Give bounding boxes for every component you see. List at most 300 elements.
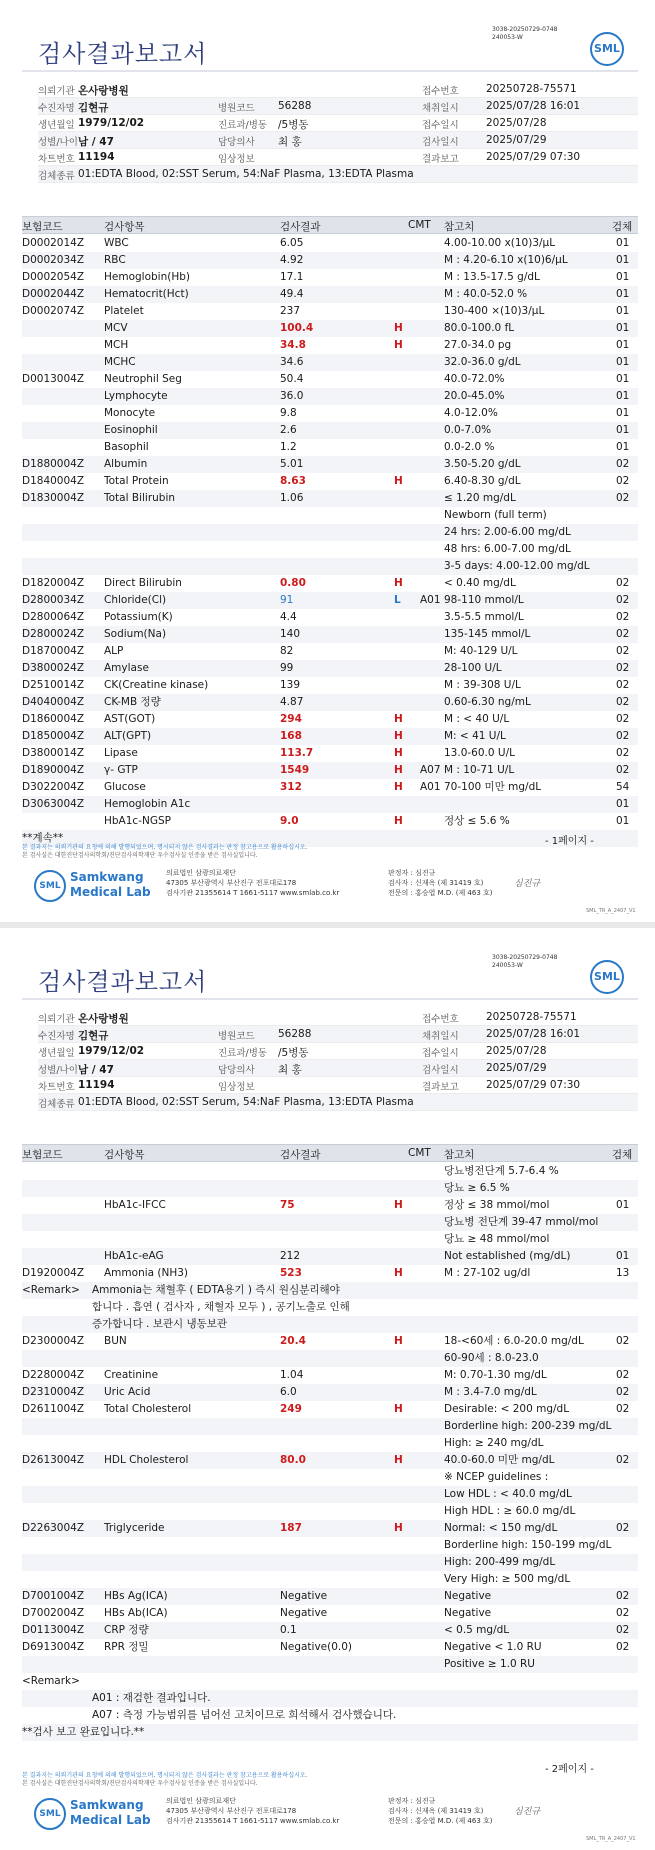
row-reference: M : 13.5-17.5 g/dL bbox=[444, 271, 540, 283]
row-result: 1.06 bbox=[280, 492, 304, 504]
table-row bbox=[22, 660, 638, 677]
row-code: D0002044Z bbox=[22, 288, 85, 300]
footer-tester: 검사자 : 신재옥 (제 31419 호) bbox=[388, 879, 484, 887]
collect-label: 채취일시 bbox=[422, 103, 459, 114]
table-row bbox=[22, 252, 638, 269]
row-test-name: HBs Ag(ICA) bbox=[104, 1590, 168, 1602]
row-reference: 3-5 days: 4.00-12.00 mg/dL bbox=[444, 560, 590, 572]
sml-logo-icon: SML bbox=[34, 870, 66, 902]
row-code: **검사 보고 완료입니다.** bbox=[22, 1726, 145, 1738]
col-name: 검사항목 bbox=[104, 1149, 145, 1161]
doctor-label: 담당의사 bbox=[218, 137, 255, 148]
row-result: 1.04 bbox=[280, 1369, 304, 1381]
results-table-body bbox=[22, 1163, 638, 1741]
row-code: D2510014Z bbox=[22, 679, 85, 691]
row-result: 249 bbox=[280, 1403, 302, 1415]
row-specimen: 02 bbox=[616, 611, 630, 623]
row-specimen: 02 bbox=[616, 475, 630, 487]
row-test-name: A01 : 재검한 결과입니다. bbox=[92, 1692, 211, 1704]
row-result: 187 bbox=[280, 1522, 302, 1534]
row-reference: 60-90세 : 8.0-23.0 bbox=[444, 1352, 539, 1364]
row-reference: 4.00-10.00 x(10)3/μL bbox=[444, 237, 556, 249]
row-reference: Negative < 1.0 RU bbox=[444, 1641, 542, 1653]
report-label: 결과보고 bbox=[422, 1082, 459, 1093]
page-number: - 1페이지 - bbox=[545, 836, 594, 847]
row-reference: 70-100 미만 mg/dL bbox=[444, 781, 542, 793]
row-test-name: WBC bbox=[104, 237, 129, 249]
row-reference: High: 200-499 mg/dL bbox=[444, 1556, 556, 1568]
table-row bbox=[22, 422, 638, 439]
row-code: D3063004Z bbox=[22, 798, 85, 810]
report-value: 2025/07/29 07:30 bbox=[486, 1079, 581, 1091]
row-code: D1830004Z bbox=[22, 492, 85, 504]
lab-name bbox=[70, 1798, 151, 1828]
row-test-name: A07 : 측정 가능범위를 넘어선 고치이므로 희석해서 검사했습니다. bbox=[92, 1709, 397, 1721]
row-test-name: Potassium(K) bbox=[104, 611, 173, 623]
row-specimen: 02 bbox=[616, 1403, 630, 1415]
col-code: 보험코드 bbox=[22, 1149, 63, 1161]
row-reference: 4.0-12.0% bbox=[444, 407, 498, 419]
table-row bbox=[22, 1469, 638, 1486]
row-result: 294 bbox=[280, 713, 302, 725]
table-row bbox=[22, 1452, 638, 1469]
row-result: 80.0 bbox=[280, 1454, 306, 1466]
specimen-value: 01:EDTA Blood, 02:SST Serum, 54:NaF Plasma, 13:EDTA Plasma bbox=[78, 1096, 414, 1108]
footer-address-line: 47305 부산광역시 부산진구 전포대로178 bbox=[166, 1807, 297, 1815]
table-row bbox=[22, 507, 638, 524]
row-result: 4.87 bbox=[280, 696, 304, 708]
divider bbox=[22, 70, 638, 72]
row-reference: 당뇨 ≥ 6.5 % bbox=[444, 1182, 510, 1194]
col-ref: 참고치 bbox=[444, 1149, 475, 1161]
row-specimen: 02 bbox=[616, 1590, 630, 1602]
row-specimen: 02 bbox=[616, 1335, 630, 1347]
docno-line-1: 3038-20250729-0748 bbox=[492, 26, 558, 33]
row-code: D7002004Z bbox=[22, 1607, 85, 1619]
table-row bbox=[22, 558, 638, 575]
row-reference: 130-400 ×(10)3/μL bbox=[444, 305, 545, 317]
row-reference: ≤ 1.20 mg/dL bbox=[444, 492, 516, 504]
row-code: D2310004Z bbox=[22, 1386, 85, 1398]
row-result: 34.8 bbox=[280, 339, 306, 351]
row-reference: 정상 ≤ 38 mmol/mol bbox=[444, 1199, 550, 1211]
row-specimen: 01 bbox=[616, 441, 630, 453]
row-reference: 당뇨병 전단계 39-47 mmol/mol bbox=[444, 1216, 599, 1228]
row-reference: 3.50-5.20 g/dL bbox=[444, 458, 521, 470]
row-code: D1870004Z bbox=[22, 645, 85, 657]
row-specimen: 02 bbox=[616, 662, 630, 674]
row-specimen: 01 bbox=[616, 1199, 630, 1211]
table-row bbox=[22, 677, 638, 694]
row-reference: High: ≥ 240 mg/dL bbox=[444, 1437, 544, 1449]
table-row bbox=[22, 728, 638, 745]
chart-label: 차트번호 bbox=[38, 154, 75, 165]
row-reference: M : 27-102 ug/dl bbox=[444, 1267, 531, 1279]
row-flag: H bbox=[394, 1267, 403, 1279]
row-test-name: γ- GTP bbox=[104, 764, 138, 776]
row-reference: 32.0-36.0 g/dL bbox=[444, 356, 521, 368]
row-reference: Normal: < 150 mg/dL bbox=[444, 1522, 558, 1534]
form-code: SML_TR_A_2407_V1 bbox=[586, 1836, 636, 1842]
row-result: 523 bbox=[280, 1267, 302, 1279]
row-result: 1549 bbox=[280, 764, 310, 776]
row-test-name: CRP 정량 bbox=[104, 1624, 149, 1636]
table-row bbox=[22, 1690, 638, 1707]
row-code: D0113004Z bbox=[22, 1624, 85, 1636]
row-reference: 98-110 mmol/L bbox=[444, 594, 524, 606]
row-code: D1850004Z bbox=[22, 730, 85, 742]
row-test-name: RPR 정밀 bbox=[104, 1641, 149, 1653]
row-test-name: HbA1c-eAG bbox=[104, 1250, 164, 1262]
row-result: 9.0 bbox=[280, 815, 299, 827]
row-result: Negative bbox=[280, 1590, 328, 1602]
row-result: 82 bbox=[280, 645, 294, 657]
table-row bbox=[22, 541, 638, 558]
row-specimen: 01 bbox=[616, 356, 630, 368]
collect-value: 2025/07/28 16:01 bbox=[486, 1028, 581, 1040]
col-result: 검사결과 bbox=[280, 221, 321, 233]
row-test-name: CK(Creatine kinase) bbox=[104, 679, 209, 691]
row-result: 0.1 bbox=[280, 1624, 297, 1636]
report-value: 2025/07/29 07:30 bbox=[486, 151, 581, 163]
table-row bbox=[22, 1214, 638, 1231]
row-result: 34.6 bbox=[280, 356, 304, 368]
footer-director: 전문의 : 홍승엽 M.D. (제 463 호) bbox=[388, 889, 493, 897]
row-code: **계속** bbox=[22, 832, 64, 844]
docno-line-2: 240053-W bbox=[492, 34, 523, 41]
row-specimen: 02 bbox=[616, 628, 630, 640]
table-row bbox=[22, 1418, 638, 1435]
row-test-name: MCHC bbox=[104, 356, 136, 368]
row-reference: 0.0-7.0% bbox=[444, 424, 492, 436]
footer-signers bbox=[388, 868, 493, 898]
row-flag: H bbox=[394, 1403, 403, 1415]
row-test-name: MCV bbox=[104, 322, 128, 334]
row-specimen: 02 bbox=[616, 747, 630, 759]
row-result: 4.4 bbox=[280, 611, 297, 623]
table-row bbox=[22, 1248, 638, 1265]
table-row bbox=[22, 1367, 638, 1384]
test-date-value: 2025/07/29 bbox=[486, 1062, 547, 1074]
dept-value: /5병동 bbox=[278, 119, 309, 131]
report-page-1 bbox=[0, 0, 655, 922]
row-code: D2800024Z bbox=[22, 628, 85, 640]
footer-address-line: 47305 부산광역시 부산진구 전포대로178 bbox=[166, 879, 297, 887]
receipt-value: 2025/07/28 bbox=[486, 117, 547, 129]
row-code: D1880004Z bbox=[22, 458, 85, 470]
row-test-name: Direct Bilirubin bbox=[104, 577, 182, 589]
row-reference: Not established (mg/dL) bbox=[444, 1250, 571, 1262]
table-row bbox=[22, 796, 638, 813]
footer-address bbox=[166, 1796, 339, 1826]
dob-value: 1979/12/02 bbox=[78, 1045, 145, 1057]
row-reference: 0.0-2.0 % bbox=[444, 441, 495, 453]
hosp-code-label: 병원코드 bbox=[218, 103, 255, 114]
row-specimen: 01 bbox=[616, 815, 630, 827]
row-test-name: Hemoglobin(Hb) bbox=[104, 271, 191, 283]
row-specimen: 02 bbox=[616, 1641, 630, 1653]
table-row bbox=[22, 1707, 638, 1724]
row-specimen: 01 bbox=[616, 373, 630, 385]
table-row bbox=[22, 235, 638, 252]
collect-value: 2025/07/28 16:01 bbox=[486, 100, 581, 112]
row-result: 139 bbox=[280, 679, 301, 691]
footer-reporter: 판정자 : 심진규 bbox=[388, 869, 436, 877]
table-row bbox=[22, 371, 638, 388]
row-reference: Desirable: < 200 mg/dL bbox=[444, 1403, 570, 1415]
sml-logo-icon: SML bbox=[590, 32, 624, 66]
table-row bbox=[22, 1520, 638, 1537]
row-specimen: 54 bbox=[616, 781, 630, 793]
row-result: Negative bbox=[280, 1607, 328, 1619]
row-result: 36.0 bbox=[280, 390, 304, 402]
row-result: 99 bbox=[280, 662, 294, 674]
row-code: D2611004Z bbox=[22, 1403, 85, 1415]
row-reference: 18-<60세 : 6.0-20.0 mg/dL bbox=[444, 1335, 584, 1347]
row-reference: 3.5-5.5 mmol/L bbox=[444, 611, 524, 623]
row-result: 9.8 bbox=[280, 407, 297, 419]
row-test-name: Hemoglobin A1c bbox=[104, 798, 191, 810]
row-cmt: A01 bbox=[420, 781, 441, 793]
table-row bbox=[22, 1639, 638, 1656]
row-reference: Low HDL : < 40.0 mg/dL bbox=[444, 1488, 572, 1500]
row-specimen: 01 bbox=[616, 254, 630, 266]
row-reference: M : 10-71 U/L bbox=[444, 764, 515, 776]
table-row bbox=[22, 1350, 638, 1367]
row-flag: H bbox=[394, 577, 403, 589]
sex-label: 성별/나이 bbox=[38, 1065, 78, 1076]
divider bbox=[22, 998, 638, 1000]
row-result: 75 bbox=[280, 1199, 295, 1211]
row-reference: Negative bbox=[444, 1607, 492, 1619]
table-row bbox=[22, 1486, 638, 1503]
row-result: 8.63 bbox=[280, 475, 306, 487]
row-flag: H bbox=[394, 747, 403, 759]
footer-signers bbox=[388, 1796, 493, 1826]
table-row bbox=[22, 303, 638, 320]
signature: 심진규 bbox=[514, 879, 541, 889]
test-date-label: 검사일시 bbox=[422, 1065, 459, 1076]
row-test-name: ALP bbox=[104, 645, 124, 657]
org-label: 의뢰기관 bbox=[38, 1014, 75, 1025]
row-result: 6.05 bbox=[280, 237, 304, 249]
row-test-name: AST(GOT) bbox=[104, 713, 156, 725]
chart-label: 차트번호 bbox=[38, 1082, 75, 1093]
row-test-name: Ammonia (NH3) bbox=[104, 1267, 189, 1279]
row-reference: Borderline high: 150-199 mg/dL bbox=[444, 1539, 612, 1551]
results-table-body bbox=[22, 235, 638, 847]
row-test-name: BUN bbox=[104, 1335, 127, 1347]
row-specimen: 02 bbox=[616, 679, 630, 691]
doctor-value: 최 홍 bbox=[278, 1064, 302, 1076]
table-row bbox=[22, 762, 638, 779]
row-code: D3022004Z bbox=[22, 781, 85, 793]
row-result: Negative(0.0) bbox=[280, 1641, 353, 1653]
table-row bbox=[22, 694, 638, 711]
footer-org: 의료법인 삼광의료재단 bbox=[166, 869, 236, 877]
patient-info bbox=[38, 1009, 638, 1111]
test-date-value: 2025/07/29 bbox=[486, 134, 547, 146]
row-flag: H bbox=[394, 815, 403, 827]
row-specimen: 01 bbox=[616, 407, 630, 419]
row-specimen: 02 bbox=[616, 730, 630, 742]
row-code: D2280004Z bbox=[22, 1369, 85, 1381]
row-test-name: ALT(GPT) bbox=[104, 730, 152, 742]
table-row bbox=[22, 592, 638, 609]
specimen-label: 검체종류 bbox=[38, 171, 75, 182]
row-result: 113.7 bbox=[280, 747, 314, 759]
row-code: D1840004Z bbox=[22, 475, 85, 487]
table-row bbox=[22, 269, 638, 286]
row-test-name: 증가합니다 . 보관시 냉동보관 bbox=[92, 1318, 228, 1330]
row-flag: H bbox=[394, 322, 403, 334]
results-table-header bbox=[22, 216, 638, 234]
row-code: D2263004Z bbox=[22, 1522, 85, 1534]
row-reference: Very High: ≥ 500 mg/dL bbox=[444, 1573, 571, 1585]
row-reference: ※ NCEP guidelines : bbox=[444, 1471, 549, 1483]
docno-line-1: 3038-20250729-0748 bbox=[492, 954, 558, 961]
row-reference: Positive ≥ 1.0 RU bbox=[444, 1658, 535, 1670]
footer-logo bbox=[34, 1794, 154, 1834]
col-result: 검사결과 bbox=[280, 1149, 321, 1161]
row-result: 0.80 bbox=[280, 577, 306, 589]
row-specimen: 02 bbox=[616, 713, 630, 725]
test-date-label: 검사일시 bbox=[422, 137, 459, 148]
row-code: D1860004Z bbox=[22, 713, 85, 725]
table-row bbox=[22, 711, 638, 728]
row-flag: L bbox=[394, 594, 401, 606]
row-code: D6913004Z bbox=[22, 1641, 85, 1653]
table-row bbox=[22, 626, 638, 643]
row-reference: 80.0-100.0 fL bbox=[444, 322, 515, 334]
row-reference: 40.0-72.0% bbox=[444, 373, 505, 385]
row-specimen: 01 bbox=[616, 271, 630, 283]
table-row bbox=[22, 1333, 638, 1350]
row-specimen: 01 bbox=[616, 305, 630, 317]
chart-value: 11194 bbox=[78, 151, 115, 163]
row-test-name: HbA1c-IFCC bbox=[104, 1199, 166, 1211]
dob-label: 생년월일 bbox=[38, 120, 75, 131]
row-test-name: Glucose bbox=[104, 781, 146, 793]
table-row bbox=[22, 1163, 638, 1180]
table-row bbox=[22, 575, 638, 592]
hosp-code-label: 병원코드 bbox=[218, 1031, 255, 1042]
lab-name-2: Medical Lab bbox=[70, 885, 151, 899]
col-spec: 검체 bbox=[612, 1149, 633, 1161]
row-code: D0013004Z bbox=[22, 373, 85, 385]
patient-label: 수진자명 bbox=[38, 103, 75, 114]
table-row bbox=[22, 1605, 638, 1622]
row-result: 91 bbox=[280, 594, 294, 606]
row-code: D1920004Z bbox=[22, 1267, 85, 1279]
table-row bbox=[22, 524, 638, 541]
table-row bbox=[22, 1673, 638, 1690]
footer-logo bbox=[34, 866, 154, 906]
sex-label: 성별/나이 bbox=[38, 137, 78, 148]
notice-line-2: 본 검사실은 대한진단검사의학회/진단검사의학재단 우수검사실 인증을 받은 검사실입니다. bbox=[22, 1780, 258, 1787]
row-specimen: 02 bbox=[616, 458, 630, 470]
reg-value: 20250728-75571 bbox=[486, 1011, 577, 1023]
row-reference: 0.60-6.30 ng/mL bbox=[444, 696, 531, 708]
table-row bbox=[22, 320, 638, 337]
row-reference: M : 40.0-52.0 % bbox=[444, 288, 528, 300]
row-test-name: Total Cholesterol bbox=[104, 1403, 192, 1415]
report-page-2 bbox=[0, 928, 655, 1850]
table-row bbox=[22, 1299, 638, 1316]
footer-org: 의료법인 삼광의료재단 bbox=[166, 1797, 236, 1805]
reg-label: 접수번호 bbox=[422, 86, 459, 97]
row-code: D2800064Z bbox=[22, 611, 85, 623]
row-reference: 정상 ≤ 5.6 % bbox=[444, 815, 510, 827]
row-test-name: Total Protein bbox=[104, 475, 169, 487]
col-cmt: CMT bbox=[408, 1147, 431, 1159]
row-code: D2613004Z bbox=[22, 1454, 85, 1466]
row-reference: 27.0-34.0 pg bbox=[444, 339, 512, 351]
row-result: 212 bbox=[280, 1250, 301, 1262]
table-row bbox=[22, 1384, 638, 1401]
row-test-name: Sodium(Na) bbox=[104, 628, 167, 640]
table-row bbox=[22, 1197, 638, 1214]
footer-tester: 검사자 : 신재옥 (제 31419 호) bbox=[388, 1807, 484, 1815]
row-code: D1890004Z bbox=[22, 764, 85, 776]
row-test-name: Amylase bbox=[104, 662, 149, 674]
row-specimen: 02 bbox=[616, 764, 630, 776]
row-result: 5.01 bbox=[280, 458, 304, 470]
row-test-name: HbA1c-NGSP bbox=[104, 815, 171, 827]
table-row bbox=[22, 1656, 638, 1673]
row-result: 49.4 bbox=[280, 288, 304, 300]
col-ref: 참고치 bbox=[444, 221, 475, 233]
report-title: 검사결과보고서 bbox=[38, 40, 208, 68]
row-specimen: 02 bbox=[616, 1454, 630, 1466]
row-code: D7001004Z bbox=[22, 1590, 85, 1602]
table-row bbox=[22, 439, 638, 456]
row-test-name: Total Bilirubin bbox=[104, 492, 176, 504]
dept-label: 진료과/병동 bbox=[218, 120, 268, 131]
row-specimen: 02 bbox=[616, 1369, 630, 1381]
sex-value: 남 / 47 bbox=[78, 1064, 114, 1076]
row-reference: 40.0-60.0 미만 mg/dL bbox=[444, 1454, 555, 1466]
notice-line-2: 본 검사실은 대한진단검사의학회/진단검사의학재단 우수검사실 인증을 받은 검사실입니다. bbox=[22, 852, 258, 859]
row-result: 17.1 bbox=[280, 271, 304, 283]
row-flag: H bbox=[394, 1522, 403, 1534]
table-row bbox=[22, 1622, 638, 1639]
dob-value: 1979/12/02 bbox=[78, 117, 145, 129]
lab-name bbox=[70, 870, 151, 900]
row-test-name: Ammonia는 채혈후 ( EDTA용기 ) 즉시 원심분리해야 bbox=[92, 1284, 340, 1296]
row-specimen: 01 bbox=[616, 390, 630, 402]
row-reference: M : < 40 U/L bbox=[444, 713, 510, 725]
row-reference: 28-100 U/L bbox=[444, 662, 502, 674]
patient-label: 수진자명 bbox=[38, 1031, 75, 1042]
footer-reporter: 판정자 : 심진규 bbox=[388, 1797, 436, 1805]
row-test-name: Hematocrit(Hct) bbox=[104, 288, 189, 300]
row-reference: M: 40-129 U/L bbox=[444, 645, 518, 657]
table-row bbox=[22, 779, 638, 796]
row-test-name: Eosinophil bbox=[104, 424, 158, 436]
table-row bbox=[22, 1571, 638, 1588]
row-reference: 13.0-60.0 U/L bbox=[444, 747, 515, 759]
table-row bbox=[22, 643, 638, 660]
table-row bbox=[22, 337, 638, 354]
row-test-name: Creatinine bbox=[104, 1369, 159, 1381]
row-flag: H bbox=[394, 781, 403, 793]
row-flag: H bbox=[394, 1199, 403, 1211]
signature: 심진규 bbox=[514, 1807, 541, 1817]
row-result: 312 bbox=[280, 781, 302, 793]
row-test-name: Neutrophil Seg bbox=[104, 373, 182, 385]
patient-value: 김현규 bbox=[78, 102, 109, 114]
